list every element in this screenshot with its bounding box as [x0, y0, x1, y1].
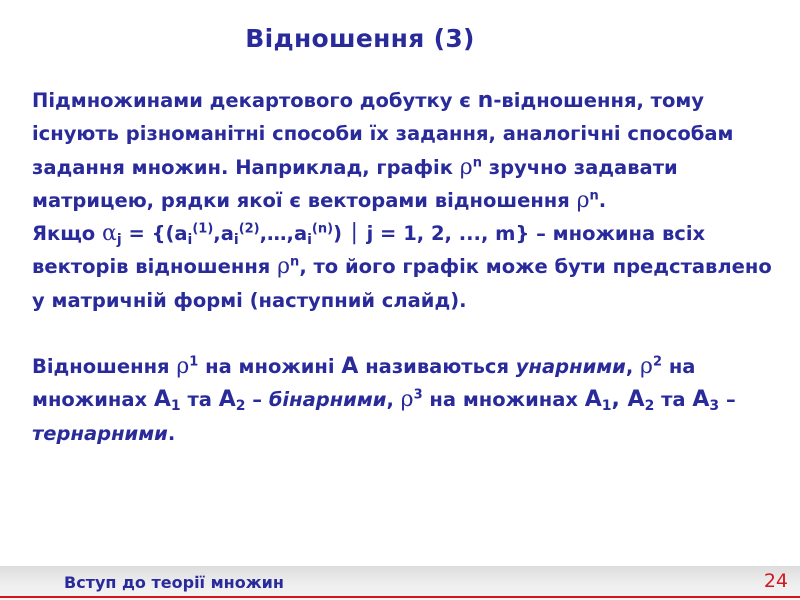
page-number: 24 — [763, 570, 788, 592]
paragraph-n-relations: Підмножинами декартового добутку є n-відношення, тому існують різноманітні способи їх задання, аналогічні способам задання множин. Наприклад, графік $\rho^n$ зручно задавати матрицею, рядки якої є векторами відношення $\rho^n$. — [32, 88, 734, 213]
paragraph-vectors: Якщо $\alpha_j$ = {$(a_i^{(1)},a_i^{(2)},\dots,a_i^{(n)})$ ⏐ j = 1, 2, ..., m} – множина всіх векторів відношення $\rho^n$, то його графік може бути представлено у матричній формі (наступний слайд). — [32, 221, 772, 312]
slide-title: Відношення (3) — [245, 24, 475, 53]
term-ternary: тернарними — [32, 421, 168, 445]
term-binary: бінарними — [268, 388, 387, 412]
paragraph-arity: Відношення $\rho^1$ на множині A називаються унарними, $\rho^2$ на множинах $A_1$ та $A_2$ – бінарними, $\rho^3$ на множинах $A_1$, $A_2$ та $A_3$ – тернарними. — [32, 354, 736, 445]
paragraph-gap — [32, 317, 772, 350]
term-unary: унарними — [515, 355, 626, 379]
footer-course-title: Вступ до теорії множин — [64, 573, 284, 592]
footer-divider — [0, 596, 800, 598]
slide-body — [32, 84, 772, 450]
